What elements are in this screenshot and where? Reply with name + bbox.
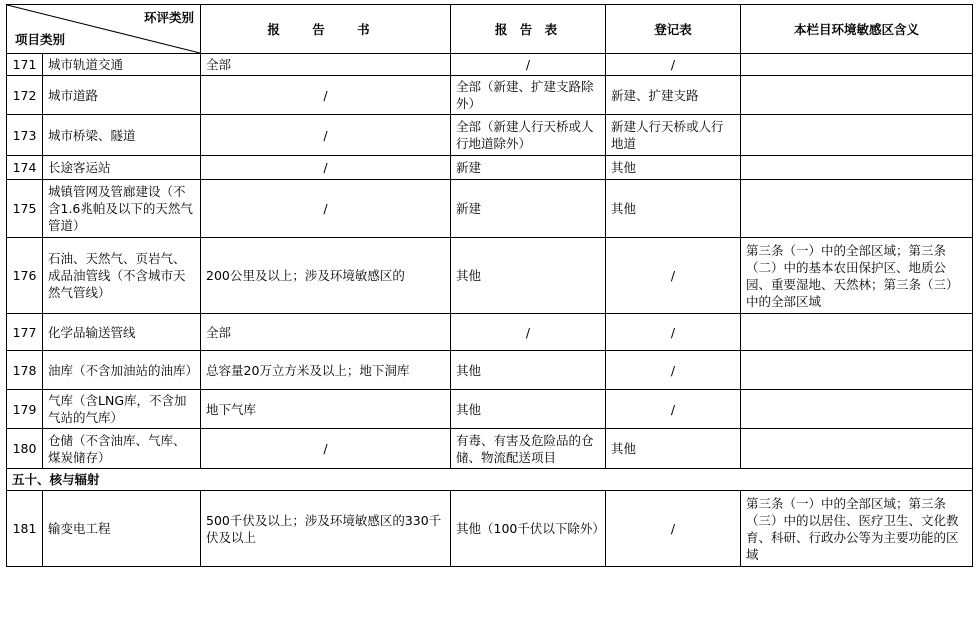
sensitive-area-cell: 第三条（一）中的全部区域；第三条（三）中的以居住、医疗卫生、文化教育、科研、行政办公等为主要功能的区域 [741, 491, 973, 567]
report-book-cell: / [201, 429, 451, 469]
registration-cell: / [606, 54, 741, 76]
eia-category-table [6, 4, 973, 567]
registration-cell: 新建人行天桥或人行地道 [606, 115, 741, 156]
row-number-cell: 180 [7, 429, 43, 469]
table-row [7, 238, 973, 314]
project-name-cell: 输变电工程 [43, 491, 201, 567]
report-form-cell: 新建 [451, 156, 606, 180]
row-number-cell: 171 [7, 54, 43, 76]
section-row [7, 469, 973, 491]
registration-cell: 其他 [606, 180, 741, 238]
registration-cell: / [606, 238, 741, 314]
report-form-cell: 全部（新建人行天桥或人行地道除外） [451, 115, 606, 156]
report-book-cell: / [201, 76, 451, 115]
report-book-cell: / [201, 115, 451, 156]
registration-cell: 其他 [606, 156, 741, 180]
registration-cell: / [606, 314, 741, 351]
table-body-a [7, 54, 973, 469]
project-name-cell: 城镇管网及管廊建设（不含1.6兆帕及以下的天然气管道） [43, 180, 201, 238]
table-row [7, 76, 973, 115]
row-number-cell: 176 [7, 238, 43, 314]
registration-cell: / [606, 351, 741, 390]
table-row [7, 429, 973, 469]
header-registration: 登记表 [606, 5, 741, 54]
report-book-cell: 200公里及以上；涉及环境敏感区的 [201, 238, 451, 314]
project-name-cell: 油库（不含加油站的油库） [43, 351, 201, 390]
registration-cell: / [606, 390, 741, 429]
project-name-cell: 长途客运站 [43, 156, 201, 180]
report-book-cell: / [201, 180, 451, 238]
report-book-cell: 500千伏及以上；涉及环境敏感区的330千伏及以上 [201, 491, 451, 567]
report-form-cell: 有毒、有害及危险品的仓储、物流配送项目 [451, 429, 606, 469]
sensitive-area-cell [741, 314, 973, 351]
registration-cell: 其他 [606, 429, 741, 469]
report-form-cell: 其他（100千伏以下除外） [451, 491, 606, 567]
sensitive-area-cell: 第三条（一）中的全部区域；第三条（二）中的基本农田保护区、地质公园、重要湿地、天然林；第三条（三）中的全部区域 [741, 238, 973, 314]
row-number-cell: 172 [7, 76, 43, 115]
sensitive-area-cell [741, 156, 973, 180]
report-form-cell: 全部（新建、扩建支路除外） [451, 76, 606, 115]
row-number-cell: 173 [7, 115, 43, 156]
report-form-cell: 其他 [451, 238, 606, 314]
sensitive-area-cell [741, 351, 973, 390]
sensitive-area-cell [741, 115, 973, 156]
table-row [7, 156, 973, 180]
report-book-cell: 全部 [201, 314, 451, 351]
header-row [7, 5, 973, 54]
section-body [7, 469, 973, 491]
project-name-cell: 仓储（不含油库、气库、煤炭储存） [43, 429, 201, 469]
row-number-cell: 181 [7, 491, 43, 567]
sensitive-area-cell [741, 429, 973, 469]
table-row [7, 115, 973, 156]
project-name-cell: 城市道路 [43, 76, 201, 115]
row-number-cell: 175 [7, 180, 43, 238]
project-name-cell: 气库（含LNG库，不含加气站的气库） [43, 390, 201, 429]
table-row [7, 351, 973, 390]
table-body-b [7, 491, 973, 567]
row-number-cell: 179 [7, 390, 43, 429]
table-row [7, 54, 973, 76]
header-report-form: 报 告 表 [451, 5, 606, 54]
table-row [7, 314, 973, 351]
diagonal-header-cell [7, 5, 201, 54]
registration-cell: / [606, 491, 741, 567]
report-book-cell: 地下气库 [201, 390, 451, 429]
section-title: 五十、核与辐射 [7, 469, 973, 491]
sensitive-area-cell [741, 390, 973, 429]
report-form-cell: / [451, 54, 606, 76]
table-row [7, 180, 973, 238]
header-item-label: 项目类别 [15, 32, 66, 47]
report-book-cell: / [201, 156, 451, 180]
row-number-cell: 178 [7, 351, 43, 390]
sensitive-area-cell [741, 76, 973, 115]
report-form-cell: 其他 [451, 390, 606, 429]
project-name-cell: 化学品输送管线 [43, 314, 201, 351]
report-book-cell: 全部 [201, 54, 451, 76]
table-row [7, 390, 973, 429]
table-row [7, 491, 973, 567]
sensitive-area-cell [741, 54, 973, 76]
report-book-cell: 总容量20万立方米及以上；地下洞库 [201, 351, 451, 390]
sensitive-area-cell [741, 180, 973, 238]
project-name-cell: 城市轨道交通 [43, 54, 201, 76]
header-category-label: 环评类别 [143, 10, 194, 25]
header-report-book: 报 告 书 [201, 5, 451, 54]
report-form-cell: / [451, 314, 606, 351]
project-name-cell: 城市桥梁、隧道 [43, 115, 201, 156]
report-form-cell: 其他 [451, 351, 606, 390]
project-name-cell: 石油、天然气、页岩气、成品油管线（不含城市天然气管线） [43, 238, 201, 314]
registration-cell: 新建、扩建支路 [606, 76, 741, 115]
report-form-cell: 新建 [451, 180, 606, 238]
header-sensitive-area: 本栏目环境敏感区含义 [741, 5, 973, 54]
row-number-cell: 174 [7, 156, 43, 180]
row-number-cell: 177 [7, 314, 43, 351]
